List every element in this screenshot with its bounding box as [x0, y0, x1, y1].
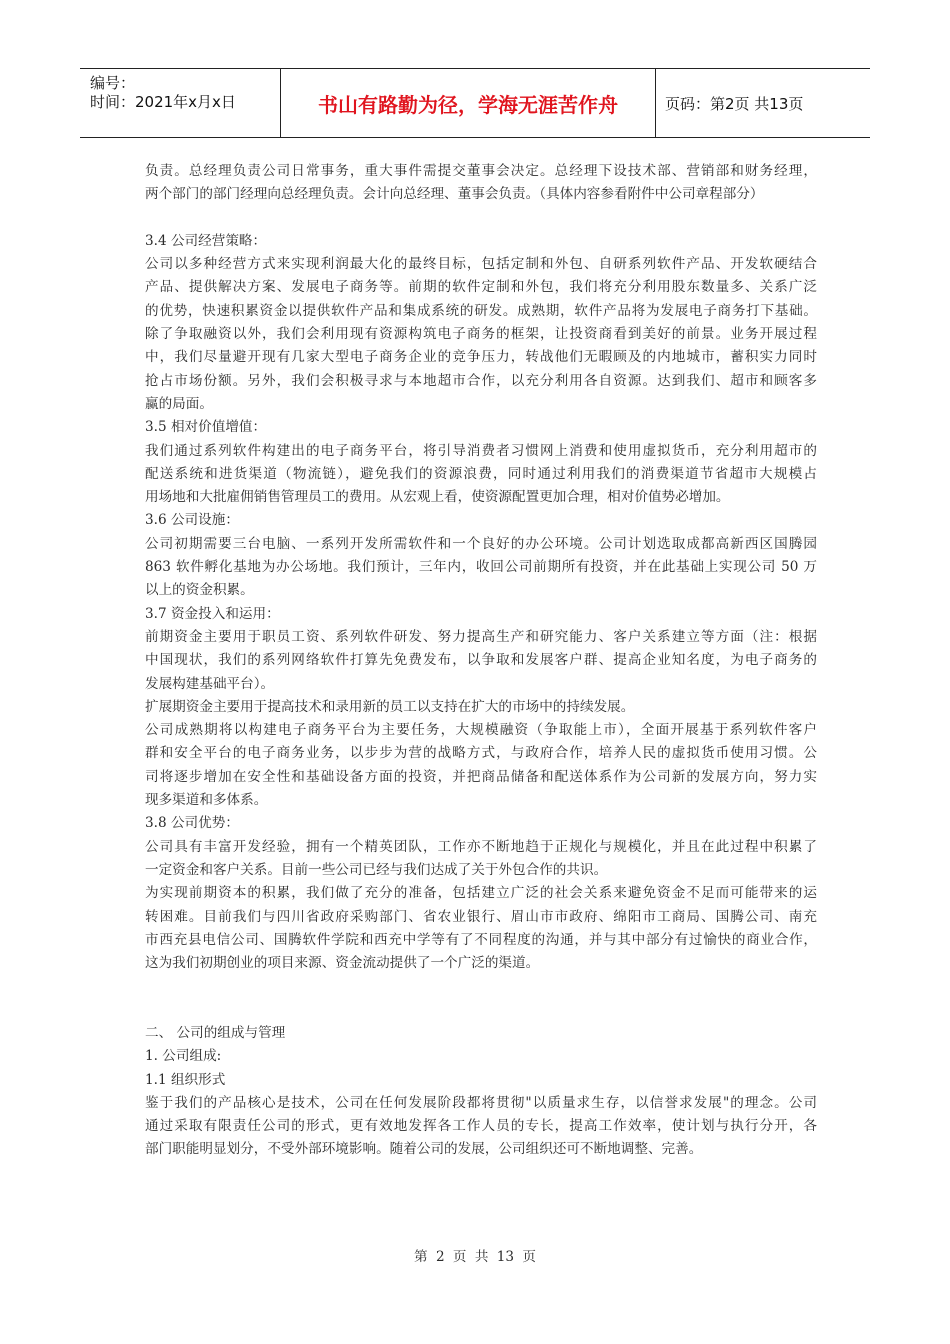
paragraph-line: 除了争取融资以外，我们会利用现有资源构筑电子商务的框架，让投资商看到美好的前景。业务开展过程 — [145, 326, 817, 343]
section-heading: 1. 公司组成: — [145, 1048, 222, 1065]
paragraph-line: 为实现前期资本的积累，我们做了充分的准备，包括建立广泛的社会关系来避免资金不足而可能带来的运 — [145, 885, 817, 902]
document-code-label: 编号： — [90, 74, 136, 92]
paragraph-line: 抢占市场份额。另外，我们会积极寻求与本地超市合作，以充分利用各自资源。达到我们、超市和顾客多 — [145, 372, 817, 389]
paragraph-line: 发展构建基础平台）。 — [145, 675, 275, 692]
paragraph-line: 群和安全平台的电子商务业务，以步步为营的战略方式，与政府合作，培养人民的虚拟货币使用习惯。公 — [145, 745, 817, 762]
section-heading: 二、 公司的组成与管理 — [145, 1024, 286, 1041]
paragraph-line: 一定资金和客户关系。目前一些公司已经与我们达成了关于外包合作的共识。 — [145, 861, 608, 878]
paragraph-line: 以上的资金积累。 — [145, 582, 254, 599]
header-motto: 书山有路勤为径，学海无涯苦作舟 — [281, 69, 656, 137]
paragraph-line: 前期资金主要用于职员工资、系列软件研发、努力提高生产和研究能力、客户关系建立等方面（注：根据 — [145, 628, 817, 645]
paragraph-line: 赢的局面。 — [145, 395, 213, 412]
paragraph-line: 用场地和大批雇佣销售管理员工的费用。从宏观上看，使资源配置更加合理，相对价值势必增加。 — [145, 489, 730, 506]
paragraph-line: 鉴于我们的产品核心是技术，公司在任何发展阶段都将贯彻"以质量求生存，以信誉求发展"的理念。公司 — [145, 1094, 817, 1111]
paragraph-line: 通过采取有限责任公司的形式，更有效地发挥各工作人员的专长，提高工作效率，使计划与执行分开，各 — [145, 1118, 817, 1135]
paragraph-line: 我们通过系列软件构建出的电子商务平台，将引导消费者习惯网上消费和使用虚拟货币，充分利用超市的 — [145, 442, 817, 459]
blank-line — [145, 999, 817, 1022]
paragraph-line: 这为我们初期创业的项目来源、资金流动提供了一个广泛的渠道。 — [145, 955, 540, 972]
paragraph-line: 市西充县电信公司、国腾软件学院和西充中学等有了不同程度的沟通，并与其中部分有过愉快的商业合作， — [145, 931, 817, 948]
paragraph-line: 负责。总经理负责公司日常事务，重大事件需提交董事会决定。总经理下设技术部、营销部和财务经理， — [145, 163, 817, 179]
document-body — [145, 160, 817, 1162]
paragraph-line: 转困难。目前我们与四川省政府采购部门、省农业银行、眉山市市政府、绵阳市工商局、国腾公司、南充 — [145, 908, 817, 925]
paragraph-line: 公司以多种经营方式来实现利润最大化的最终目标，包括定制和外包、自研系列软件产品、开发软硬结合 — [145, 256, 817, 273]
blank-line — [145, 207, 817, 230]
section-heading: 3.5 相对价值增值： — [145, 419, 267, 436]
paragraph-line: 中国现状，我们的系列网络软件打算先免费发布，以争取和发展客户群、提高企业知名度，为电子商务的 — [145, 652, 817, 669]
section-heading: 1.1 组织形式 — [145, 1071, 226, 1088]
section-heading: 3.8 公司优势： — [145, 815, 239, 832]
section-heading: 3.6 公司设施： — [145, 512, 239, 529]
document-date: 时间：2021年x月x日 — [90, 93, 236, 111]
paragraph-line: 中，我们尽量避开现有几家大型电子商务企业的竞争压力，转战他们无暇顾及的内地城市，蓄积实力同时 — [145, 349, 817, 366]
paragraph-line: 配送系统和进货渠道（物流链），避免我们的资源浪费，同时通过利用我们的消费渠道节省超市大规模占 — [145, 465, 817, 482]
paragraph-line: 司将逐步增加在安全性和基础设备方面的投资，并把商品储备和配送体系作为公司新的发展方向，努力实 — [145, 768, 817, 785]
section-heading: 3.4 公司经营策略： — [145, 232, 267, 249]
paragraph-line: 部门职能明显划分，不受外部环境影响。随着公司的发展，公司组织还可不断地调整、完善。 — [145, 1141, 703, 1158]
paragraph-line: 公司具有丰富开发经验，拥有一个精英团队，工作亦不断地趋于正规化与规模化，并且在此过程中积累了 — [145, 838, 817, 855]
page-header — [80, 68, 870, 138]
page-footer: 第 2 页 共 13 页 — [414, 1249, 536, 1265]
paragraph-line: 产品、提供解决方案、发展电子商务等。前期的软件定制和外包，我们将充分利用股东数量多、关系广泛 — [145, 279, 817, 296]
paragraph-line: 扩展期资金主要用于提高技术和录用新的员工以支持在扩大的市场中的持续发展。 — [145, 698, 635, 715]
header-page-info: 页码：第2页 共13页 — [665, 94, 804, 113]
section-heading: 3.7 资金投入和运用： — [145, 605, 280, 622]
paragraph-line: 公司初期需要三台电脑、一系列开发所需软件和一个良好的办公环境。公司计划选取成都高新西区国腾园 — [145, 535, 817, 552]
paragraph-line: 的优势，快速积累资金以提供软件产品和集成系统的研发。成熟期，软件产品将为发展电子商务打下基础。 — [145, 302, 817, 319]
paragraph-line: 两个部门的部门经理向总经理负责。会计向总经理、董事会负责。（具体内容参看附件中公司章程部分） — [145, 186, 764, 203]
blank-line — [145, 975, 817, 998]
header-left-cell — [80, 69, 281, 137]
paragraph-line: 公司成熟期将以构建电子商务平台为主要任务，大规模融资（争取能上市），全面开展基于系列软件客户 — [145, 722, 817, 739]
section-heading: 863 软件孵化基地为办公场地。我们预计，三年内，收回公司前期所有投资，并在此基础上实现公司 50 万 — [145, 559, 817, 576]
paragraph-line: 现多渠道和多体系。 — [145, 792, 268, 809]
